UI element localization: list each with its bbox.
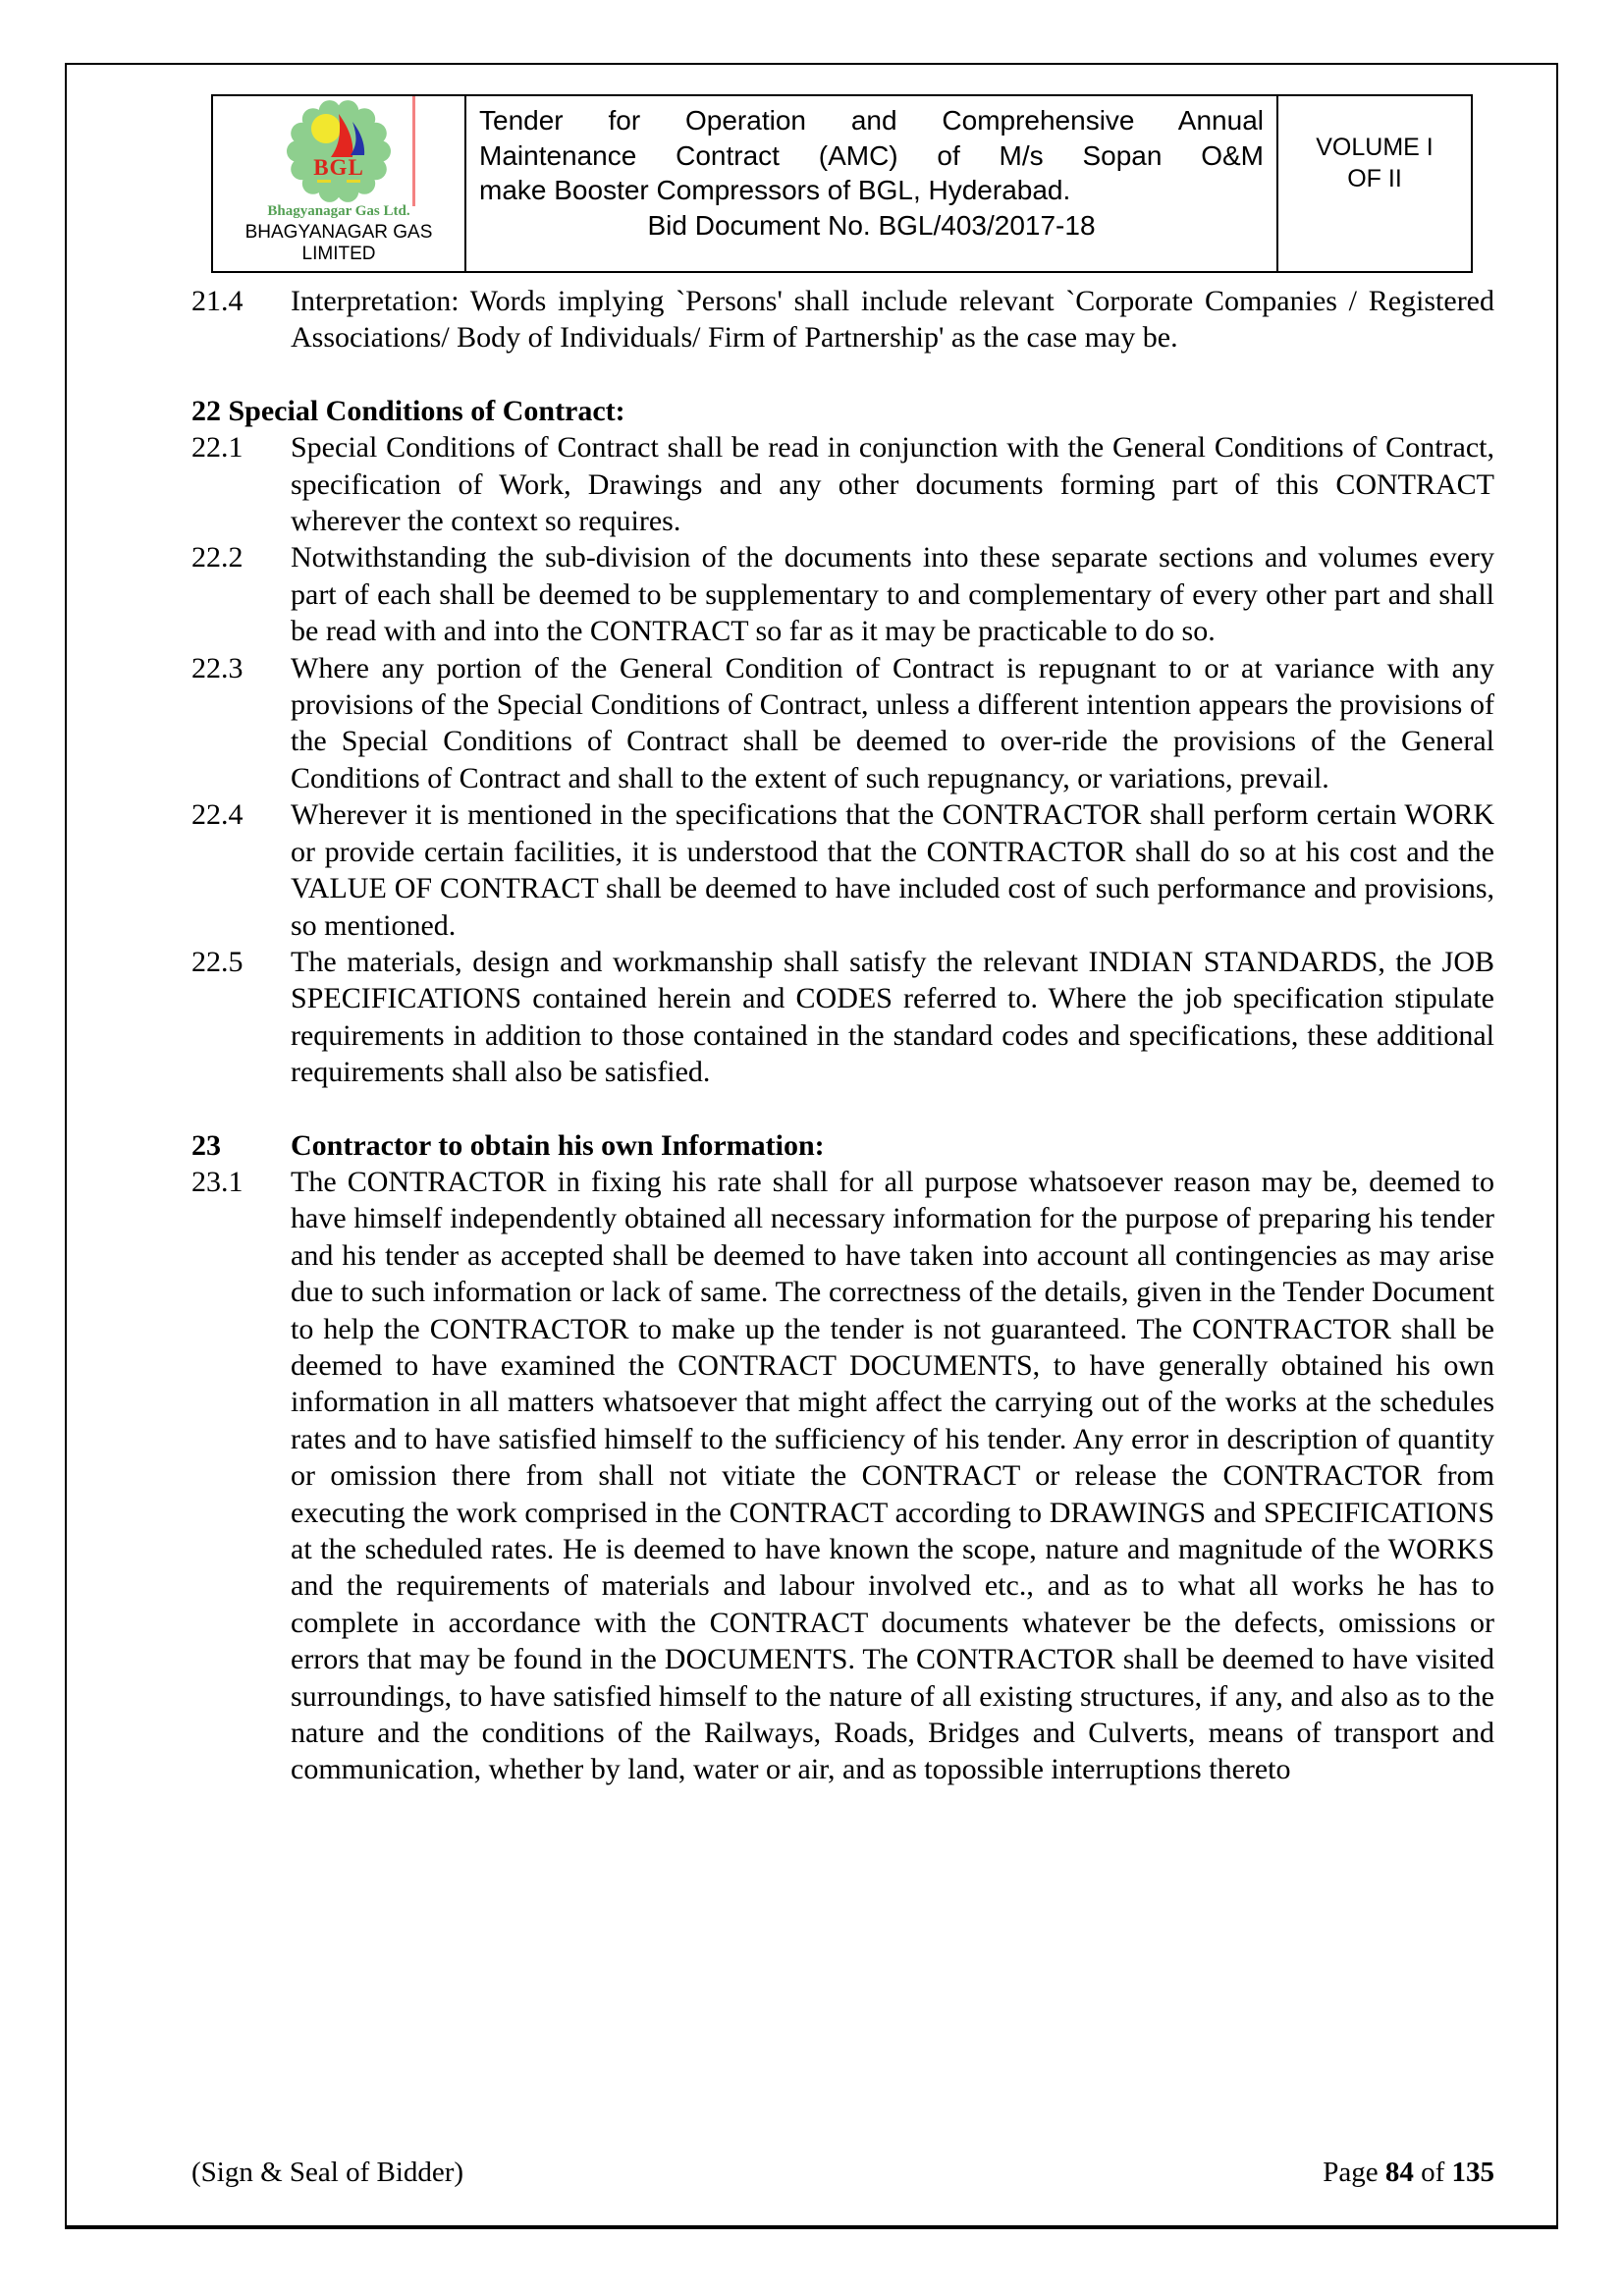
- clause-number: 22.2: [191, 541, 244, 574]
- bgl-logo-icon: [265, 96, 412, 206]
- clause-text: Notwithstanding the sub-division of the documents into these separate sections and volumes every part of each shall be deemed to be supplementary to and complementary of every other part and shall be read with and into the CONTRACT so far as it may be practicable to do so.: [291, 541, 1494, 648]
- clause-paragraph: [191, 283, 1494, 356]
- clause-number: 22.1: [191, 431, 244, 465]
- clause-text: Where any portion of the General Condition of Contract is repugnant to or at variance with any provisions of the Special Conditions of Contract, unless a different intention appears the provisions of the Special Conditions of Contract shall be deemed to over-ride the provisions of the General Conditions of Contract and shall to the extent of such repugnancy, or variations, prevail.: [291, 651, 1494, 794]
- clause-number: 22.4: [191, 798, 244, 832]
- org-name: BHAGYANAGAR GAS LIMITED: [244, 222, 433, 264]
- section-heading-row: [191, 1127, 1494, 1164]
- tender-title-line: make Booster Compressors of BGL, Hyderabad.: [479, 175, 1071, 205]
- sign-seal-note: (Sign & Seal of Bidder): [191, 2157, 464, 2188]
- clause-paragraph: [191, 650, 1494, 797]
- clause-paragraph: [191, 944, 1494, 1091]
- clause-paragraph: [191, 429, 1494, 539]
- tender-title-line: Maintenance Contract (AMC) of M/s Sopan O&M: [479, 139, 1264, 171]
- volume-cell: [1278, 96, 1471, 271]
- page-footer: [191, 2157, 1494, 2189]
- page-number: Page 84 of 135: [1323, 2157, 1494, 2188]
- clause-text: The CONTRACTOR in fixing his rate shall for all purpose whatsoever reason may be, deemed to have himself independently obtained all necessary information for the purpose of preparing his tender and his tender as accepted shall be deemed to have taken into account all contingencies as may arise due to such information or lack of same. The correctness of the details, given in the Tender Document to help the CONTRACTOR to make up the tender is not guaranteed. The CONTRACTOR shall be deemed to have examined the CONTRACT DOCUMENTS, to have generally obtained his own information in all matters whatsoever that might affect the carrying out of the works at the schedules rates and to have satisfied himself to the sufficiency of his tender. Any error in description of quantity or omission there from shall not vitiate the CONTRACT or release the CONTRACTOR from executing the work comprised in the CONTRACT according to DRAWINGS and SPECIFICATIONS at the scheduled rates. He is deemed to have known the scope, nature and magnitude of the WORKS and the requirements of materials and labour involved etc., and as to what all works he has to complete in accordance with the CONTRACT documents whatever be the defects, omissions or errors that may be found in the DOCUMENTS. The CONTRACTOR shall be deemed to have visited surroundings, to have satisfied himself to the nature of all existing structures, if any, and also as to the nature and the conditions of the Railways, Roads, Bridges and Culverts, means of transport and communication, whether by land, water or air, and as topossible interruptions thereto: [291, 1165, 1494, 1786]
- svg-text:BGL: BGL: [313, 155, 364, 180]
- clause-number: 21.4: [191, 285, 244, 317]
- clause-text: Interpretation: Words implying `Persons' shall include relevant `Corporate Companies / Registered Associations/ Body of Individuals/ Firm of Partnership' as the case may be.: [291, 285, 1494, 355]
- clause-number: 22.3: [191, 651, 244, 684]
- clause-text: Contractor to obtain his own Information:: [291, 1128, 825, 1162]
- logo-caption: Bhagyanagar Gas Ltd.: [267, 203, 410, 219]
- bid-document-number: Bid Document No. BGL/403/2017-18: [647, 209, 1096, 241]
- volume-line: OF II: [1347, 165, 1402, 192]
- volume-line: VOLUME I: [1316, 134, 1434, 161]
- clause-number: 23: [191, 1128, 221, 1162]
- red-mark-line: [412, 96, 415, 206]
- section-heading: 22 Special Conditions of Contract:: [191, 394, 625, 427]
- header-table: [211, 94, 1473, 273]
- clause-paragraph: [191, 539, 1494, 649]
- clause-number: 22.5: [191, 945, 244, 978]
- tender-title-line: Tender for Operation and Comprehensive Annual: [479, 105, 1264, 136]
- logo-cell: [213, 96, 466, 271]
- clause-text: Special Conditions of Contract shall be read in conjunction with the General Conditions of Contract, specification of Work, Drawings and any other documents forming part of this CONTRACT wherever the context so requires.: [291, 431, 1494, 538]
- clause-paragraph: [191, 796, 1494, 944]
- clause-paragraph: [191, 1164, 1494, 1788]
- document-body: [191, 283, 1494, 1788]
- clause-number: 23.1: [191, 1165, 244, 1198]
- tender-title-cell: [466, 96, 1278, 271]
- clause-text: The materials, design and workmanship shall satisfy the relevant INDIAN STANDARDS, the JOB SPECIFICATIONS contained herein and CODES referred to. Where the job specification stipulate requirements in addition to those contained in the standard codes and specifications, these additional requirements shall also be satisfied.: [291, 945, 1494, 1089]
- clause-text: Wherever it is mentioned in the specifications that the CONTRACTOR shall perform certain WORK or provide certain facilities, it is understood that the CONTRACTOR shall do so at his cost and the VALUE OF CONTRACT shall be deemed to have included cost of such performance and provisions, so mentioned.: [291, 798, 1494, 942]
